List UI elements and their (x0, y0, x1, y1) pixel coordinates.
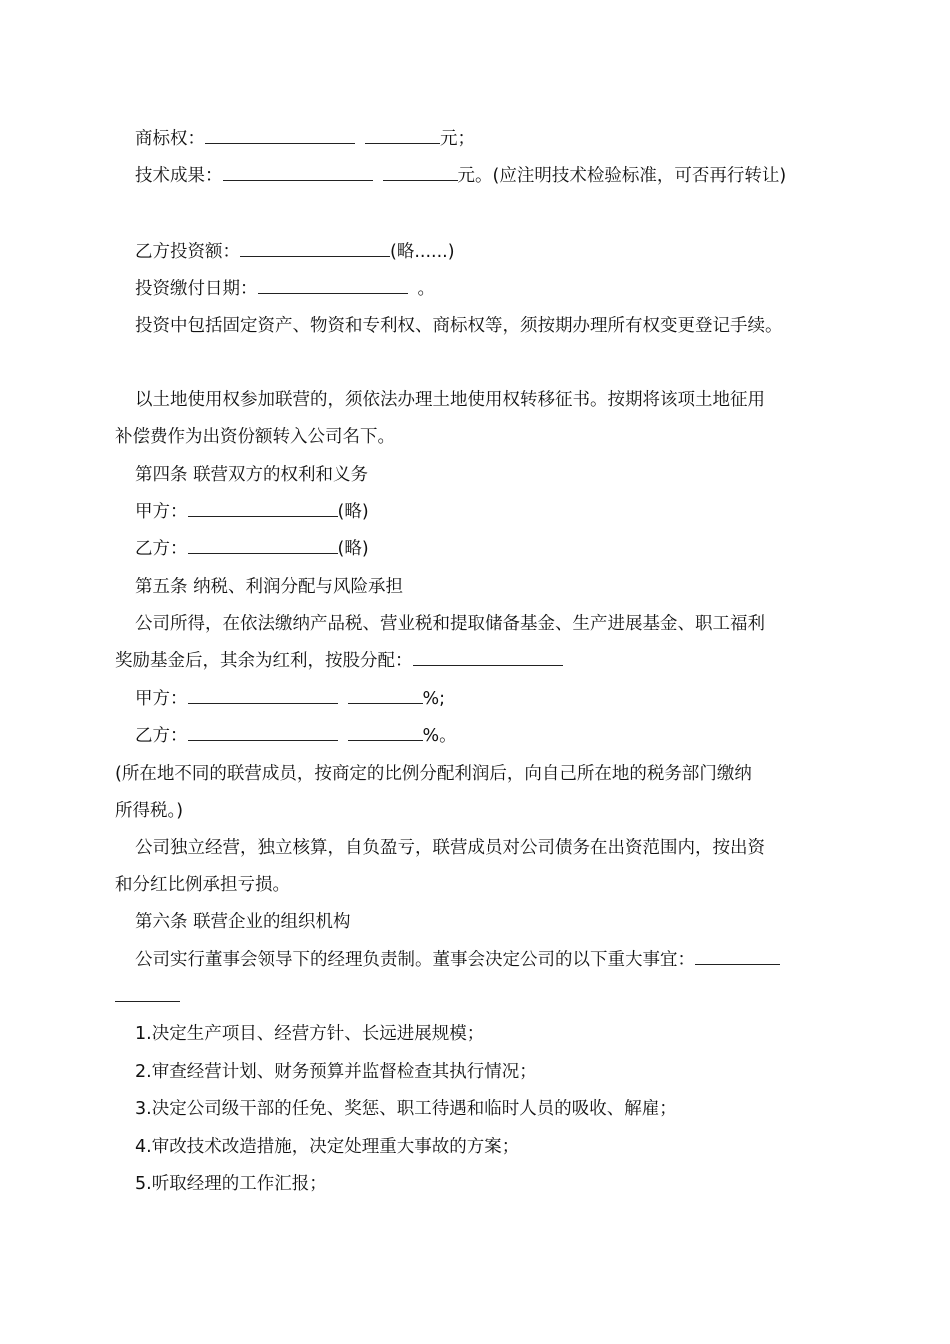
trademark-line (135, 127, 860, 151)
party-a-suffix: (略) (337, 502, 369, 522)
list-item-5: 5.听取经理的工作汇报； (135, 1174, 327, 1194)
trademark-blank (205, 128, 355, 144)
tech-line (135, 164, 860, 188)
list-item-2: 2.审查经营计划、财务预算并监督检查其执行情况； (135, 1062, 537, 1082)
invest-note: 投资中包括固定资产、物资和专利权、商标权等，须按期办理所有权变更登记手续。 (135, 316, 783, 336)
tech-suffix: 元。(应注明技术检验标准，可否再行转让) (457, 166, 787, 186)
profit-paragraph-line2 (115, 649, 840, 673)
tech-blank (223, 165, 373, 181)
party-a-label: 甲方： (135, 502, 188, 522)
trademark-suffix: 元； (440, 129, 475, 149)
tech-amount-blank (383, 165, 458, 181)
pay-date-line (135, 277, 860, 301)
tech-label: 技术成果： (135, 166, 223, 186)
party-b-blank (188, 538, 338, 554)
share-b-percent-blank (348, 725, 423, 741)
share-a-line (135, 687, 860, 711)
profit-blank (413, 650, 563, 666)
article6-title: 第六条 联营企业的组织机构 (135, 912, 351, 932)
list-item-3: 3.决定公司级干部的任免、奖惩、职工待遇和临时人员的吸收、解雇； (135, 1099, 677, 1119)
pay-date-blank (258, 278, 408, 294)
share-b-blank (188, 725, 338, 741)
trademark-amount-blank (365, 128, 440, 144)
board-paragraph-line1 (135, 948, 860, 972)
tax-note-line1: (所在地不同的联营成员，按商定的比例分配利润后，向自己所在地的税务部门缴纳 (115, 764, 752, 784)
list-item-4: 4.审改技术改造措施，决定处理重大事故的方案； (135, 1137, 520, 1157)
party-b-suffix: (略) (337, 539, 369, 559)
land-paragraph-line2: 补偿费作为出资份额转入公司名下。 (115, 427, 395, 447)
board-blank-part1 (695, 949, 780, 965)
share-a-suffix: %; (422, 689, 446, 709)
b-invest-blank (240, 241, 390, 257)
share-b-label: 乙方： (135, 726, 188, 746)
list-item-1: 1.决定生产项目、经营方针、长远进展规模； (135, 1024, 485, 1044)
b-invest-suffix: (略......) (390, 242, 455, 262)
board-paragraph-text: 公司实行董事会领导下的经理负责制。董事会决定公司的以下重大事宜： (135, 950, 695, 970)
independent-paragraph-line1: 公司独立经营，独立核算，自负盈亏，联营成员对公司债务在出资范围内，按出资 (135, 838, 765, 858)
tax-note-line2: 所得税。) (115, 801, 184, 821)
independent-paragraph-line2: 和分红比例承担亏损。 (115, 875, 290, 895)
party-b-label: 乙方： (135, 539, 188, 559)
party-b-line (135, 537, 860, 561)
share-a-percent-blank (348, 688, 423, 704)
pay-date-label: 投资缴付日期： (135, 279, 258, 299)
share-a-label: 甲方： (135, 689, 188, 709)
profit-paragraph-text: 奖励基金后，其余为红利，按股分配： (115, 651, 413, 671)
board-blank-part2 (115, 986, 180, 1002)
land-paragraph-line1: 以土地使用权参加联营的，须依法办理土地使用权转移征书。按期将该项土地征用 (135, 390, 765, 410)
trademark-label: 商标权： (135, 129, 205, 149)
article4-title: 第四条 联营双方的权利和义务 (135, 465, 369, 485)
pay-date-suffix: 。 (417, 279, 435, 299)
share-b-suffix: %。 (422, 726, 457, 746)
share-a-blank (188, 688, 338, 704)
article5-title: 第五条 纳税、利润分配与风险承担 (135, 577, 404, 597)
party-a-blank (188, 501, 338, 517)
share-b-line (135, 724, 860, 748)
b-invest-label: 乙方投资额： (135, 242, 240, 262)
profit-paragraph-line1: 公司所得，在依法缴纳产品税、营业税和提取储备基金、生产进展基金、职工福利 (135, 614, 765, 634)
board-paragraph-line2 (115, 985, 840, 1009)
party-a-line (135, 500, 860, 524)
b-invest-line (135, 240, 860, 264)
